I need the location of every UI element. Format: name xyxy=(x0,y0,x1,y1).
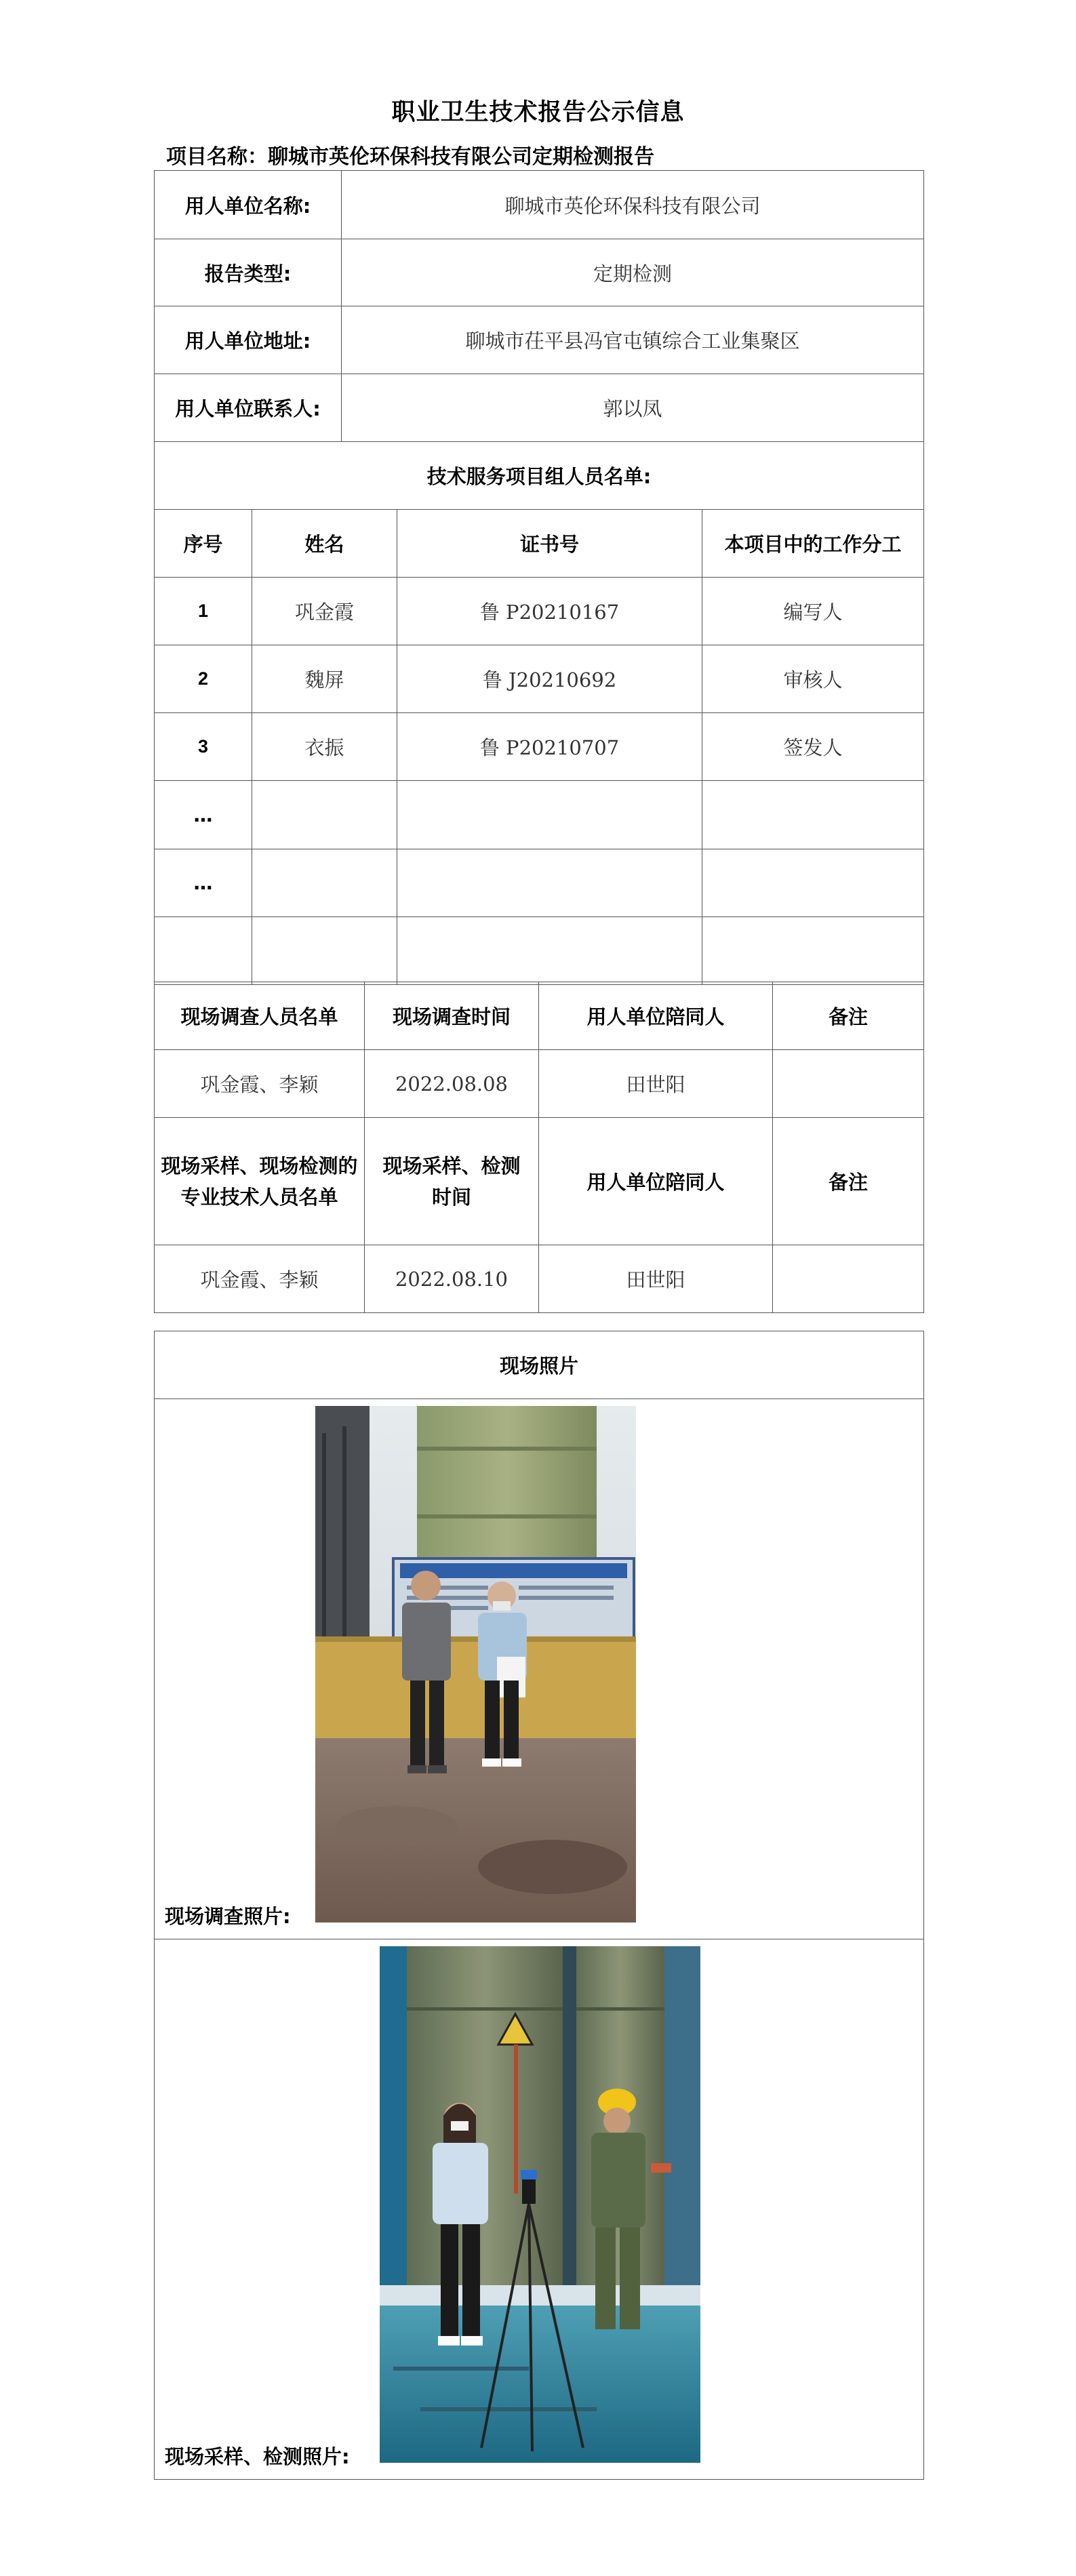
field-work-table xyxy=(154,982,924,1313)
survey-note xyxy=(773,1050,924,1118)
team-cert: 鲁 P20210707 xyxy=(397,713,702,781)
team-header-row xyxy=(155,510,924,578)
table-row xyxy=(155,713,924,781)
sampling-header: 现场采样、现场检测的专业技术人员名单 xyxy=(155,1118,365,1245)
info-row-address xyxy=(155,306,924,374)
team-role: 编写人 xyxy=(702,578,924,645)
survey-header: 现场调查时间 xyxy=(365,982,539,1050)
sampling-photo-row xyxy=(155,1939,924,2480)
info-value: 郭以凤 xyxy=(342,374,924,442)
team-name xyxy=(252,917,397,985)
team-name: 巩金霞 xyxy=(252,578,397,645)
info-row-report-type xyxy=(155,239,924,306)
survey-row xyxy=(155,1050,924,1118)
team-header: 本项目中的工作分工 xyxy=(702,510,924,578)
photo-title: 现场照片 xyxy=(155,1331,924,1399)
team-header: 姓名 xyxy=(252,510,397,578)
info-label: 报告类型: xyxy=(155,239,342,306)
team-role: 签发人 xyxy=(702,713,924,781)
survey-header-row xyxy=(155,982,924,1050)
team-cert xyxy=(397,849,702,917)
survey-people: 巩金霞、李颖 xyxy=(155,1050,365,1118)
survey-photo-row xyxy=(155,1399,924,1939)
team-role xyxy=(702,781,924,849)
sampling-row xyxy=(155,1245,924,1313)
info-label: 用人单位地址: xyxy=(155,306,342,374)
sampling-note xyxy=(773,1245,924,1313)
info-row-unit-name xyxy=(155,171,924,239)
table-row xyxy=(155,917,924,985)
team-cert: 鲁 J20210692 xyxy=(397,645,702,713)
survey-header: 备注 xyxy=(773,982,924,1050)
team-title: 技术服务项目组人员名单: xyxy=(155,442,924,510)
report-info-table xyxy=(154,170,924,985)
table-row xyxy=(155,578,924,645)
info-value: 聊城市茌平县冯官屯镇综合工业集聚区 xyxy=(342,306,924,374)
sampling-photo xyxy=(380,1946,700,2463)
sampling-header-row xyxy=(155,1118,924,1245)
sampling-photo-cell xyxy=(155,1939,924,2480)
team-title-row xyxy=(155,442,924,510)
sampling-escort: 田世阳 xyxy=(539,1245,773,1313)
team-cert: 鲁 P20210167 xyxy=(397,578,702,645)
project-name: 项目名称：聊城市英伦环保科技有限公司定期检测报告 xyxy=(166,145,654,169)
page-title: 职业卫生技术报告公示信息 xyxy=(391,99,685,126)
team-name xyxy=(252,849,397,917)
team-role xyxy=(702,849,924,917)
team-no xyxy=(155,917,252,985)
survey-photo-cell xyxy=(155,1399,924,1939)
survey-header: 现场调查人员名单 xyxy=(155,982,365,1050)
photo-title-row xyxy=(155,1331,924,1399)
team-header: 序号 xyxy=(155,510,252,578)
sampling-header: 现场采样、检测时间 xyxy=(365,1118,539,1245)
sampling-header: 备注 xyxy=(773,1118,924,1245)
survey-time: 2022.08.08 xyxy=(365,1050,539,1118)
sampling-photo-label: 现场采样、检测照片: xyxy=(165,2445,350,2468)
team-cert xyxy=(397,917,702,985)
team-role xyxy=(702,917,924,985)
sampling-photo-image xyxy=(380,1946,700,2463)
survey-header: 用人单位陪同人 xyxy=(539,982,773,1050)
info-value: 定期检测 xyxy=(342,239,924,306)
info-value: 聊城市英伦环保科技有限公司 xyxy=(342,171,924,239)
sampling-time: 2022.08.10 xyxy=(365,1245,539,1313)
team-cert xyxy=(397,781,702,849)
team-header: 证书号 xyxy=(397,510,702,578)
team-no: … xyxy=(155,781,252,849)
team-no: 1 xyxy=(155,578,252,645)
team-no: 2 xyxy=(155,645,252,713)
team-no: 3 xyxy=(155,713,252,781)
info-label: 用人单位联系人: xyxy=(155,374,342,442)
team-name: 衣振 xyxy=(252,713,397,781)
sampling-people: 巩金霞、李颖 xyxy=(155,1245,365,1313)
photo-table xyxy=(154,1331,924,2480)
team-no: … xyxy=(155,849,252,917)
survey-photo xyxy=(315,1406,636,1923)
table-row xyxy=(155,645,924,713)
team-role: 审核人 xyxy=(702,645,924,713)
table-row xyxy=(155,849,924,917)
sampling-header: 用人单位陪同人 xyxy=(539,1118,773,1245)
survey-photo-image xyxy=(315,1406,636,1923)
table-row xyxy=(155,781,924,849)
survey-photo-label: 现场调查照片: xyxy=(165,1905,291,1928)
team-name xyxy=(252,781,397,849)
info-row-contact xyxy=(155,374,924,442)
survey-escort: 田世阳 xyxy=(539,1050,773,1118)
team-name: 魏屏 xyxy=(252,645,397,713)
info-label: 用人单位名称: xyxy=(155,171,342,239)
